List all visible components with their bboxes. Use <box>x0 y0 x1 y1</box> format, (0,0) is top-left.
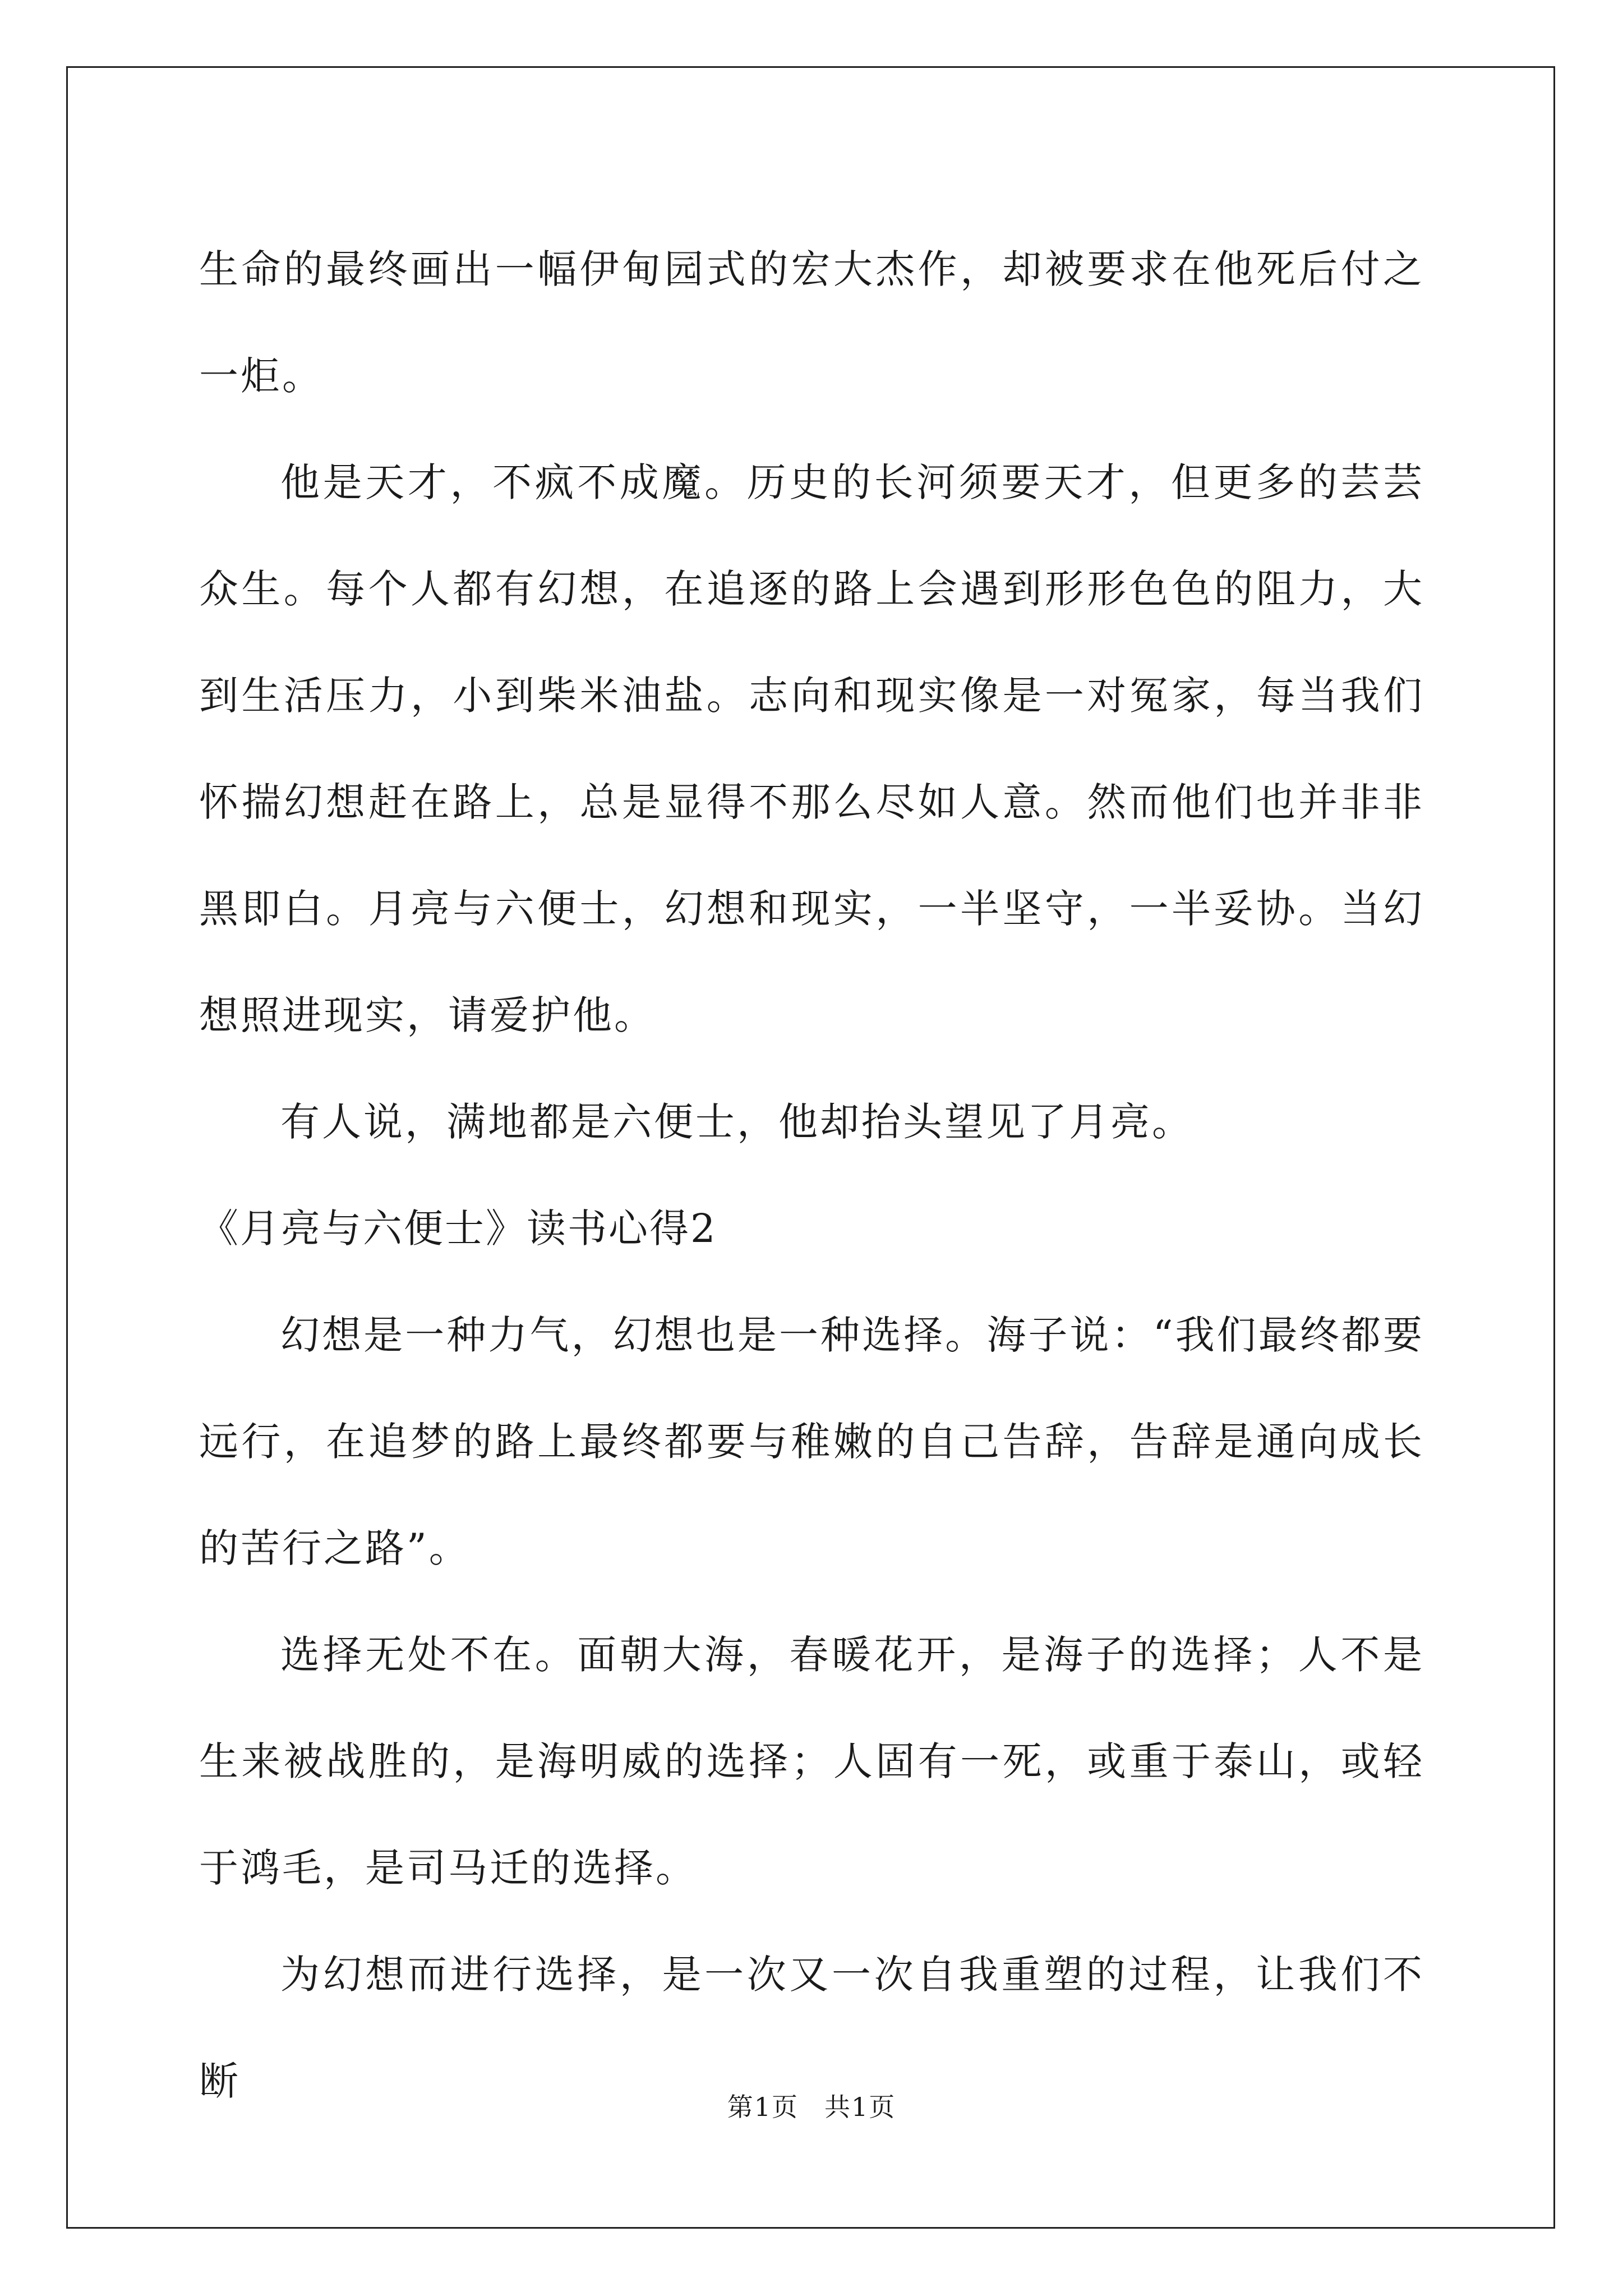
paragraph-dream-choice: 幻想是一种力气，幻想也是一种选择。海子说：“我们最终都要远行，在追梦的路上最终都要与稚嫩的自己告辞，告辞是通向成长的苦行之路”。 <box>199 1312 1424 1571</box>
page-number: 第1页 <box>727 2092 799 2122</box>
document-body <box>199 216 1424 2134</box>
section-heading: 《月亮与六便士》读书心得2 <box>199 1205 717 1251</box>
paragraph-choice-everywhere: 选择无处不在。面朝大海，春暖花开，是海子的选择；人不是生来被战胜的，是海明威的选择；人固有一死，或重于泰山，或轻于鸿毛，是司马迁的选择。 <box>199 1632 1424 1891</box>
page-footer <box>0 2087 1623 2124</box>
paragraph-moon: 有人说，满地都是六便士，他却抬头望见了月亮。 <box>280 1099 1193 1145</box>
paragraph-continuation: 生命的最终画出一幅伊甸园式的宏大杰作，却被要求在他死后付之一炬。 <box>199 246 1424 399</box>
paragraph-genius: 他是天才，不疯不成魔。历史的长河须要天才，但更多的芸芸众生。每个人都有幻想，在追逐的路上会遇到形形色色的阻力，大到生活压力，小到柴米油盐。志向和现实像是一对冤家，每当我们怀揣幻想赶在路上，总是显得不那么尽如人意。然而他们也并非非黑即白。月亮与六便士，幻想和现实，一半坚守，一半妥协。当幻想照进现实，请爱护他。 <box>199 459 1424 1038</box>
paragraph-reshape: 为幻想而进行选择，是一次又一次自我重塑的过程，让我们不断 <box>199 1952 1424 2104</box>
page-total: 共1页 <box>824 2092 896 2122</box>
